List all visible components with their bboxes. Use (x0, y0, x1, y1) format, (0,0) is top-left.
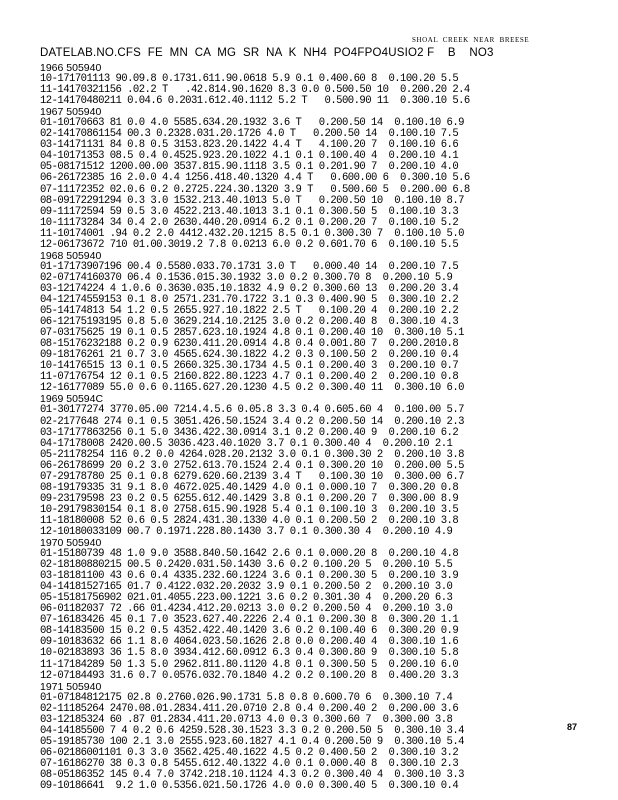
page-number: 87 (567, 722, 578, 732)
data-row: 07-29178780 25 0.1 0.8 6279.620.60.2139 3.4 T 0.100.30 10 0.300.00 6.7 (40, 470, 464, 483)
data-row: 04-12174559153 0.1 8.0 2571.231.70.1722 3.1 0.3 0.400.90 5 0.300.10 2.2 (40, 293, 459, 306)
data-row: 09-18176261 21 0.7 3.0 4565.624.30.1822 4.2 0.3 0.100.50 2 0.200.10 0.4 (40, 349, 459, 362)
data-row: 01-30177274 3770.05.00 7214.4.5.6 0.05.8 3.3 0.4 0.605.60 4 0.100.00 5.7 (40, 404, 464, 417)
data-row: 06-01182037 72 .66 01.4234.412.20.0213 3.0 0.2 0.200.50 4 0.200.10 3.0 (40, 603, 453, 616)
data-row: 11-18180008 52 0.6 0.5 2824.431.30.1330 4.0 0.1 0.200.50 2 0.200.10 3.8 (40, 514, 459, 527)
data-row: 11-10174001 .94 0.2 2.0 4412.432.20.1215 8.5 0.1 0.300.30 7 0.100.10 5.0 (40, 227, 464, 240)
data-row: 08-15176232188 0.2 0.9 6230.411.20.0914 4.8 0.4 0.001.80 7 0.200.2010.8 (40, 338, 459, 351)
data-row: 05-08171512 1200.00.00 3537.815.90.1118 3.5 0.1 0.201.90 7 0.200.10 4.0 (40, 161, 459, 174)
year-station-header: 1968 505940 (40, 249, 102, 262)
data-row: 05-14174813 54 1.2 0.5 2655.927.10.1822 2.5 T 0.100.20 4 0.200.10 2.2 (40, 305, 459, 318)
data-row: 02-07174160370 06.4 0.1536.015.30.1932 3.0 0.2 0.300.70 8 0.200.10 5.9 (40, 271, 453, 284)
data-row: 08-05186352 145 0.4 7.0 3742.218.10.1124 4.3 0.2 0.300.40 4 0.300.10 3.3 (40, 769, 464, 781)
data-row: 03-12174224 4 1.0.6 0.3630.035.10.1832 4.9 0.2 0.300.60 13 0.200.20 3.4 (40, 282, 459, 295)
data-row: 06-02186001101 0.3 3.0 3562.425.40.1622 4.5 0.2 0.400.50 2 0.300.10 3.2 (40, 746, 459, 759)
data-row: 01-10170663 81 0.0 4.0 5585.634.20.1932 3.6 T 0.200.50 14 0.100.10 6.9 (40, 117, 464, 130)
column-header: DATELAB.NO.CFS FE MN CA MG SR NA K NH4 PO4FPO4USIO2 F B NO3 (40, 47, 494, 59)
data-row: 08-19179335 31 9.1 8.0 4672.025.40.1429 4.0 0.1 0.000.10 7 0.300.20 0.8 (40, 481, 459, 494)
data-row: 05-15181756902 021.01.4055.223.00.1221 3.6 0.2 0.301.30 4 0.200.20 6.3 (40, 592, 453, 605)
data-row: 04-14181527165 01.7 0.4122.032.20.2032 3.9 0.1 0.200.50 2 0.200.10 3.0 (40, 581, 453, 594)
data-row: 02-14170861154 00.3 0.2328.031.20.1726 4.0 T 0.200.50 14 0.100.10 7.5 (40, 128, 459, 141)
data-row: 02-2177648 274 0.1 0.5 3051.426.50.1524 3.4 0.2 0.200.50 14 0.200.10 2.3 (40, 415, 464, 428)
data-row: 06-26178699 20 0.2 3.0 2752.613.70.1524 2.4 0.1 0.300.20 10 0.200.00 5.5 (40, 459, 464, 472)
data-row: 05-21178254 116 0.2 0.0 4264.028.20.2132 3.0 0.1 0.300.30 2 0.200.10 3.8 (40, 448, 464, 461)
data-row: 10-11173284 34 0.4 2.0 2630.440.20.0914 6.2 0.1 0.200.20 7 0.100.10 5.2 (40, 216, 459, 229)
data-row: 06-26172385 16 2.0.0 4.4 1256.418.40.1320 4.4 T 0.600.00 6 0.300.10 5.6 (40, 172, 470, 185)
data-row: 07-16186270 38 0.3 0.8 5455.612.40.1322 4.0 0.1 0.000.40 8 0.300.10 2.3 (40, 757, 459, 770)
data-row: 01-17173907196 00.4 0.5580.033.70.1731 3.0 T 0.000.40 14 0.200.10 7.5 (40, 260, 459, 273)
data-row: 08-14183500 15 0.2 0.5 4352.422.40.1420 3.6 0.2 0.100.40 6 0.300.20 0.9 (40, 625, 459, 638)
data-row: 04-14185500 7 4 0.2 0.6 4259.528.30.1523 3.3 0.2 0.200.50 5 0.300.10 3.4 (40, 724, 464, 737)
data-row: 12-07184493 31.6 0.7 0.0576.032.70.1840 4.2 0.2 0.100.20 8 0.400.20 3.3 (40, 669, 459, 682)
data-row: 01-15180739 48 1.0 9.0 3588.840.50.1642 2.6 0.1 0.000.20 8 0.200.10 4.8 (40, 548, 459, 561)
data-row: 02-11185264 2470.08.01.2834.411.20.0710 2.8 0.4 0.200.40 2 0.200.00 3.6 (40, 702, 459, 715)
data-row: 10-02183893 36 1.5 8.0 3934.412.60.0912 6.3 0.4 0.300.80 9 0.300.10 5.8 (40, 647, 459, 660)
year-station-header: 1966 505940 (40, 62, 102, 74)
year-station-header: 1971 505940 (40, 680, 102, 693)
data-row: 03-14171131 84 0.8 0.5 3153.823.20.1422 4.4 T 4.100.20 7 0.100.10 6.6 (40, 139, 459, 152)
data-row: 06-12175193195 0.8 5.0 3629.214.10.2125 3.0 0.2 0.200.40 8 0.300.10 4.3 (40, 316, 459, 329)
data-row: 02-18180880215 00.5 0.2420.031.50.1430 3.6 0.2 0.100.20 5 0.200.10 5.5 (40, 559, 453, 572)
data-row: 07-16183426 45 0.1 7.0 3523.627.40.2226 2.4 0.1 0.200.30 8 0.300.20 1.1 (40, 614, 459, 627)
data-row: 10-171701113 90.09.8 0.1731.611.90.0618 5.9 0.1 0.400.60 8 0.100.20 5.5 (40, 73, 459, 86)
data-row: 04-10171353 08.5 0.4 0.4525.923.20.1022 4.1 0.1 0.100.40 4 0.200.10 4.1 (40, 150, 459, 163)
data-row: 12-10180033109 00.7 0.1971.228.80.1430 3.7 0.1 0.300.30 4 0.200.10 4.9 (40, 525, 453, 538)
data-row: 01-07184812175 02.8 0.2760.026.90.1731 5.8 0.8 0.600.70 6 0.300.10 7.4 (40, 691, 453, 704)
year-station-header: 1970 505940 (40, 537, 102, 550)
year-station-header: 1967 505940 (40, 106, 102, 119)
data-row: 09-10183632 66 1.1 8.0 4064.023.50.1626 2.8 0.0 0.200.40 4 0.300.10 1.6 (40, 636, 459, 649)
data-row: 08-09172291294 0.3 3.0 1532.213.40.1013 5.0 T 0.200.50 10 0.100.10 8.7 (40, 194, 464, 207)
data-row: 09-23179598 23 0.2 0.5 6255.612.40.1429 3.8 0.1 0.200.20 7 0.300.00 8.9 (40, 492, 459, 505)
data-row: 11-07176754 12 0.1 0.5 2160.822.80.1223 4.7 0.1 0.200.40 2 0.200.10 0.8 (40, 371, 459, 384)
data-row: 09-11172594 59 0.5 3.0 4522.213.40.1013 3.1 0.1 0.300.50 5 0.100.10 3.3 (40, 205, 459, 218)
data-row: 12-06173672 710 01.00.3019.2 7.8 0.0213 6.0 0.2 0.601.70 6 0.100.10 5.5 (40, 238, 459, 251)
data-row: 03-18181100 43 0.6 0.4 4335.232.60.1224 3.6 0.1 0.200.30 5 0.200.10 3.9 (40, 570, 459, 583)
data-row: 11-17184289 50 1.3 5.0 2962.811.80.1120 4.8 0.1 0.300.50 5 0.200.10 6.0 (40, 658, 459, 671)
data-row: 07-03175625 19 0.1 0.5 2857.623.10.1924 4.8 0.1 0.200.40 10 0.300.10 5.1 (40, 327, 464, 340)
data-row: 05-19185730 100 2.1 3.0 2555.923.60.1827 4.1 0.4 0.200.50 9 0.300.10 5.4 (40, 735, 464, 748)
station-title: SHOAL CREEK NEAR BREESE (412, 36, 530, 44)
data-row: 10-14176515 13 0.1 0.5 2660.325.30.1734 4.5 0.1 0.200.40 3 0.200.10 0.7 (40, 360, 459, 373)
data-row: 04-17178008 2420.00.5 3036.423.40.1020 3.7 0.1 0.300.40 4 0.200.10 2.1 (40, 437, 453, 450)
data-table (40, 63, 470, 792)
data-row: 10-29179830154 0.1 8.0 2758.615.90.1928 5.4 0.1 0.100.10 3 0.200.10 3.5 (40, 503, 459, 516)
data-row: 11-14170321156 .02.2 T .42.814.90.1620 8.3 0.0 0.500.50 10 0.200.20 2.4 (40, 84, 470, 97)
data-row: 12-14170480211 0.04.6 0.2031.612.40.1112 5.2 T 0.500.90 11 0.300.10 5.6 (40, 95, 470, 108)
data-row: 07-11172352 02.0.6 0.2 0.2725.224.30.1320 3.9 T 0.500.60 5 0.200.00 6.8 (40, 183, 470, 196)
data-row: 03-12185324 60 .87 01.2834.411.20.0713 4.0 0.3 0.300.60 7 0.300.00 3.8 (40, 713, 453, 726)
data-row: 12-16177089 55.0 0.6 0.1165.627.20.1230 4.5 0.2 0.300.40 11 0.300.10 6.0 (40, 382, 464, 395)
year-station-header: 1969 50594C (40, 393, 104, 406)
data-row: 09-10186641 9.2 1.0 0.5356.021.50.1726 4.0 0.0 0.300.40 5 0.300.10 0.4 (40, 780, 459, 793)
data-row: 03-17177863256 0.1 5.0 3436.422.30.0914 3.1 0.2 0.200.40 9 0.200.10 6.2 (40, 426, 459, 439)
